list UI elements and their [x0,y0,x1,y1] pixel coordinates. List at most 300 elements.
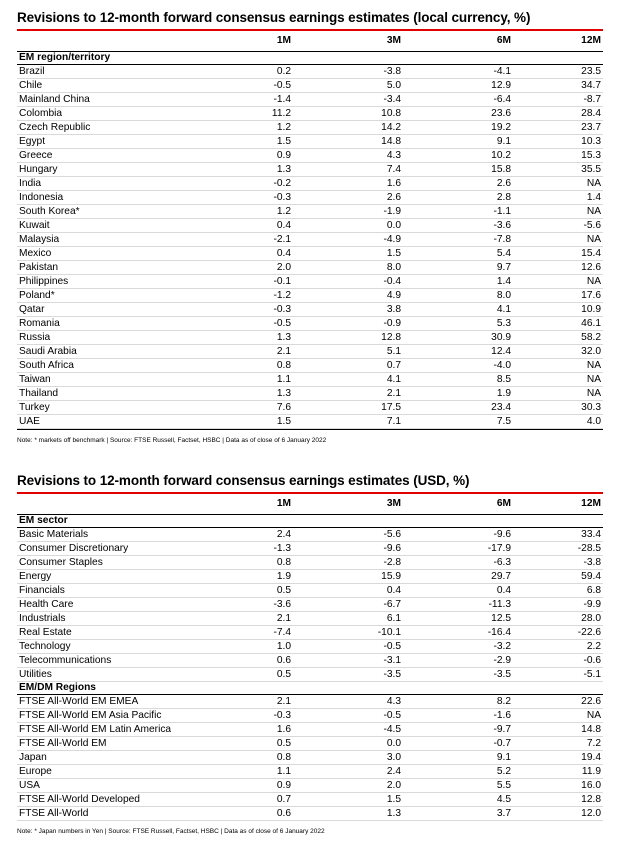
value-cell: 1.0 [257,639,293,653]
value-cell: -0.5 [293,708,403,722]
value-cell: -1.6 [403,708,513,722]
value-cell: 1.5 [293,246,403,260]
row-label: UAE [17,414,257,428]
row-label: South Africa [17,358,257,372]
table-row [17,190,603,204]
value-cell: 2.1 [257,611,293,625]
value-cell: 46.1 [513,316,603,330]
value-cell: 1.5 [257,414,293,428]
value-cell: 1.1 [257,764,293,778]
value-cell: -0.9 [293,316,403,330]
value-cell: -0.1 [257,274,293,288]
table-header-row [17,494,603,514]
value-cell: 2.1 [293,386,403,400]
value-cell: -3.5 [403,667,513,681]
row-label: Financials [17,583,257,597]
value-cell: 1.6 [257,722,293,736]
table-row [17,316,603,330]
table-row [17,750,603,764]
value-cell: -0.3 [257,708,293,722]
row-label: Qatar [17,302,257,316]
value-cell: 0.5 [257,667,293,681]
value-cell: -1.9 [293,204,403,218]
value-cell: -6.3 [403,555,513,569]
value-cell: 8.5 [403,372,513,386]
value-cell: 6.8 [513,583,603,597]
value-cell: -22.6 [513,625,603,639]
value-cell: 2.6 [403,176,513,190]
value-cell: 3.7 [403,806,513,820]
value-cell: -9.9 [513,597,603,611]
value-cell: 19.2 [403,120,513,134]
value-cell: NA [513,232,603,246]
table-row [17,736,603,750]
value-cell: -3.8 [293,64,403,78]
value-cell: 4.0 [513,414,603,428]
row-label: Hungary [17,162,257,176]
table-row [17,722,603,736]
value-cell: 4.3 [293,148,403,162]
group-header-row [17,51,603,64]
value-cell: 9.1 [403,750,513,764]
value-cell: 3.0 [293,750,403,764]
table-row [17,778,603,792]
value-cell: 19.4 [513,750,603,764]
row-label: Consumer Discretionary [17,541,257,555]
value-cell: 5.2 [403,764,513,778]
row-label: South Korea* [17,204,257,218]
value-cell: 8.0 [293,260,403,274]
value-cell: 10.2 [403,148,513,162]
row-label: FTSE All-World Developed [17,792,257,806]
row-label: Health Care [17,597,257,611]
value-cell: 12.6 [513,260,603,274]
value-cell: -1.4 [257,92,293,106]
value-cell: -16.4 [403,625,513,639]
table-row [17,541,603,555]
row-label: Real Estate [17,625,257,639]
value-cell: 1.9 [403,386,513,400]
value-cell: NA [513,204,603,218]
table-row [17,639,603,653]
table-row [17,708,603,722]
local-currency-panel [17,7,603,444]
row-label: Egypt [17,134,257,148]
row-label: Chile [17,78,257,92]
table-row [17,232,603,246]
value-cell: 11.2 [257,106,293,120]
group-label: EM/DM Regions [17,681,603,694]
row-label: Indonesia [17,190,257,204]
row-label: Czech Republic [17,120,257,134]
value-cell: 58.2 [513,330,603,344]
row-label: Kuwait [17,218,257,232]
value-cell: 14.2 [293,120,403,134]
value-cell: 22.6 [513,694,603,708]
row-label: Energy [17,569,257,583]
table-row [17,358,603,372]
panel-title: Revisions to 12-month forward consensus earnings estimates (USD, %) [17,473,470,488]
value-cell: 0.8 [257,750,293,764]
table-row [17,176,603,190]
value-cell: 15.4 [513,246,603,260]
row-label: FTSE All-World EM EMEA [17,694,257,708]
value-cell: NA [513,386,603,400]
value-cell: 4.1 [403,302,513,316]
row-label: FTSE All-World EM [17,736,257,750]
value-cell: -10.1 [293,625,403,639]
table-row [17,246,603,260]
value-cell: 1.1 [257,372,293,386]
value-cell: -5.1 [513,667,603,681]
value-cell: 12.5 [403,611,513,625]
row-label: Mainland China [17,92,257,106]
table-header-row [17,31,603,51]
table-row [17,64,603,78]
value-cell: 10.8 [293,106,403,120]
row-label: Mexico [17,246,257,260]
row-label: USA [17,778,257,792]
table-row [17,134,603,148]
table-row [17,625,603,639]
value-cell: -3.2 [403,639,513,653]
value-cell: 11.9 [513,764,603,778]
row-label: Telecommunications [17,653,257,667]
usd-table [17,494,603,821]
header-blank [17,31,257,51]
value-cell: 23.6 [403,106,513,120]
row-label: Industrials [17,611,257,625]
value-cell: -0.2 [257,176,293,190]
value-cell: 6.1 [293,611,403,625]
table-row [17,218,603,232]
header-3m: 3M [293,494,403,514]
table-row [17,400,603,414]
value-cell: 1.6 [293,176,403,190]
value-cell: 0.4 [257,218,293,232]
row-label: Europe [17,764,257,778]
footnote: Note: * markets off benchmark | Source: FTSE Russell, Factset, HSBC | Data as of close of 6 January 2022 [17,436,327,444]
row-label: Philippines [17,274,257,288]
value-cell: -0.5 [293,639,403,653]
table-row [17,288,603,302]
header-6m: 6M [403,31,513,51]
value-cell: -5.6 [293,527,403,541]
value-cell: 0.6 [257,806,293,820]
row-label: Poland* [17,288,257,302]
row-label: Technology [17,639,257,653]
row-label: Brazil [17,64,257,78]
value-cell: -9.6 [293,541,403,555]
row-label: Colombia [17,106,257,120]
value-cell: 16.0 [513,778,603,792]
value-cell: 2.4 [293,764,403,778]
value-cell: NA [513,176,603,190]
table-row [17,302,603,316]
header-3m: 3M [293,31,403,51]
header-1m: 1M [257,31,293,51]
value-cell: 2.0 [257,260,293,274]
value-cell: -7.4 [257,625,293,639]
row-label: Japan [17,750,257,764]
value-cell: 0.4 [257,246,293,260]
row-label: Greece [17,148,257,162]
value-cell: 2.0 [293,778,403,792]
value-cell: 12.4 [403,344,513,358]
table-row [17,162,603,176]
value-cell: -2.8 [293,555,403,569]
group-label: EM sector [17,514,603,527]
row-label: Turkey [17,400,257,414]
value-cell: 0.0 [293,736,403,750]
value-cell: 0.0 [293,218,403,232]
table-row [17,386,603,400]
value-cell: NA [513,372,603,386]
value-cell: -2.1 [257,232,293,246]
row-label: FTSE All-World EM Latin America [17,722,257,736]
value-cell: 9.1 [403,134,513,148]
value-cell: 1.3 [293,806,403,820]
value-cell: -3.6 [257,597,293,611]
value-cell: 0.4 [403,583,513,597]
value-cell: 29.7 [403,569,513,583]
value-cell: 23.4 [403,400,513,414]
value-cell: 5.0 [293,78,403,92]
value-cell: -17.9 [403,541,513,555]
row-label: Basic Materials [17,527,257,541]
value-cell: 1.9 [257,569,293,583]
value-cell: 8.0 [403,288,513,302]
value-cell: 14.8 [293,134,403,148]
value-cell: 12.8 [293,330,403,344]
value-cell: NA [513,274,603,288]
value-cell: 30.3 [513,400,603,414]
value-cell: 7.4 [293,162,403,176]
row-label: Taiwan [17,372,257,386]
row-label: FTSE All-World EM Asia Pacific [17,708,257,722]
value-cell: 10.3 [513,134,603,148]
value-cell: 23.7 [513,120,603,134]
table-row [17,274,603,288]
value-cell: 1.4 [403,274,513,288]
value-cell: -0.7 [403,736,513,750]
table-row [17,806,603,820]
footnote: Note: * Japan numbers in Yen | Source: FTSE Russell, Factset, HSBC | Data as of close of 6 January 2022 [17,827,325,835]
value-cell: 15.8 [403,162,513,176]
value-cell: 59.4 [513,569,603,583]
value-cell: 17.6 [513,288,603,302]
panel-title: Revisions to 12-month forward consensus earnings estimates (local currency, %) [17,10,531,25]
value-cell: 4.5 [403,792,513,806]
value-cell: 7.2 [513,736,603,750]
row-label: Consumer Staples [17,555,257,569]
table-row [17,527,603,541]
table-row [17,372,603,386]
value-cell: 0.6 [257,653,293,667]
value-cell: -0.4 [293,274,403,288]
value-cell: 8.2 [403,694,513,708]
value-cell: -3.4 [293,92,403,106]
row-label: India [17,176,257,190]
value-cell: 15.3 [513,148,603,162]
header-blank [17,494,257,514]
table-bottom-rule [17,429,603,430]
value-cell: 1.3 [257,162,293,176]
value-cell: 2.1 [257,344,293,358]
value-cell: 1.3 [257,386,293,400]
table-row [17,764,603,778]
table-row [17,611,603,625]
value-cell: -6.7 [293,597,403,611]
value-cell: 30.9 [403,330,513,344]
group-header-row [17,681,603,694]
header-6m: 6M [403,494,513,514]
row-label: Russia [17,330,257,344]
table-row [17,148,603,162]
value-cell: 23.5 [513,64,603,78]
value-cell: 3.8 [293,302,403,316]
value-cell: 28.4 [513,106,603,120]
value-cell: 2.2 [513,639,603,653]
header-1m: 1M [257,494,293,514]
value-cell: 12.8 [513,792,603,806]
value-cell: 28.0 [513,611,603,625]
value-cell: 2.8 [403,190,513,204]
table-row [17,569,603,583]
table-row [17,78,603,92]
value-cell: 0.9 [257,778,293,792]
value-cell: 12.0 [513,806,603,820]
value-cell: -3.8 [513,555,603,569]
usd-panel [17,470,603,835]
value-cell: 12.9 [403,78,513,92]
value-cell: 1.5 [293,792,403,806]
value-cell: 4.1 [293,372,403,386]
value-cell: 32.0 [513,344,603,358]
table-row [17,555,603,569]
value-cell: 0.7 [293,358,403,372]
value-cell: -4.1 [403,64,513,78]
value-cell: -28.5 [513,541,603,555]
value-cell: 0.5 [257,583,293,597]
table-row [17,106,603,120]
table-row [17,792,603,806]
table-row [17,694,603,708]
value-cell: -0.5 [257,316,293,330]
row-label: Saudi Arabia [17,344,257,358]
value-cell: 7.1 [293,414,403,428]
value-cell: NA [513,708,603,722]
value-cell: -1.1 [403,204,513,218]
value-cell: 1.4 [513,190,603,204]
table-row [17,92,603,106]
value-cell: 0.7 [257,792,293,806]
value-cell: 5.4 [403,246,513,260]
value-cell: 7.6 [257,400,293,414]
local-currency-table [17,31,603,429]
value-cell: -1.2 [257,288,293,302]
value-cell: -3.5 [293,667,403,681]
value-cell: -4.9 [293,232,403,246]
row-label: Thailand [17,386,257,400]
header-12m: 12M [513,494,603,514]
table-row [17,204,603,218]
group-label: EM region/territory [17,51,603,64]
value-cell: 7.5 [403,414,513,428]
table-row [17,583,603,597]
value-cell: -0.6 [513,653,603,667]
value-cell: -8.7 [513,92,603,106]
table-row [17,330,603,344]
value-cell: NA [513,358,603,372]
value-cell: 0.9 [257,148,293,162]
value-cell: 2.6 [293,190,403,204]
group-header-row [17,514,603,527]
value-cell: 9.7 [403,260,513,274]
value-cell: 35.5 [513,162,603,176]
value-cell: 0.4 [293,583,403,597]
value-cell: -0.5 [257,78,293,92]
value-cell: -11.3 [403,597,513,611]
value-cell: -9.7 [403,722,513,736]
row-label: Malaysia [17,232,257,246]
value-cell: 1.2 [257,204,293,218]
value-cell: -2.9 [403,653,513,667]
value-cell: 5.5 [403,778,513,792]
value-cell: -0.3 [257,302,293,316]
row-label: Romania [17,316,257,330]
value-cell: 0.8 [257,358,293,372]
row-label: Pakistan [17,260,257,274]
value-cell: -7.8 [403,232,513,246]
value-cell: -1.3 [257,541,293,555]
value-cell: -3.6 [403,218,513,232]
value-cell: 0.2 [257,64,293,78]
value-cell: -4.0 [403,358,513,372]
value-cell: -5.6 [513,218,603,232]
row-label: Utilities [17,667,257,681]
value-cell: 2.1 [257,694,293,708]
value-cell: -0.3 [257,190,293,204]
value-cell: 5.3 [403,316,513,330]
table-row [17,667,603,681]
value-cell: 2.4 [257,527,293,541]
value-cell: 14.8 [513,722,603,736]
value-cell: 1.2 [257,120,293,134]
value-cell: -6.4 [403,92,513,106]
value-cell: 17.5 [293,400,403,414]
value-cell: -3.1 [293,653,403,667]
table-row [17,260,603,274]
value-cell: 34.7 [513,78,603,92]
value-cell: 33.4 [513,527,603,541]
value-cell: 0.8 [257,555,293,569]
value-cell: 10.9 [513,302,603,316]
value-cell: 5.1 [293,344,403,358]
value-cell: 1.3 [257,330,293,344]
value-cell: -4.5 [293,722,403,736]
row-label: FTSE All-World [17,806,257,820]
value-cell: 0.5 [257,736,293,750]
table-row [17,414,603,428]
value-cell: 1.5 [257,134,293,148]
table-row [17,653,603,667]
value-cell: 15.9 [293,569,403,583]
table-row [17,344,603,358]
value-cell: 4.3 [293,694,403,708]
table-row [17,597,603,611]
header-12m: 12M [513,31,603,51]
